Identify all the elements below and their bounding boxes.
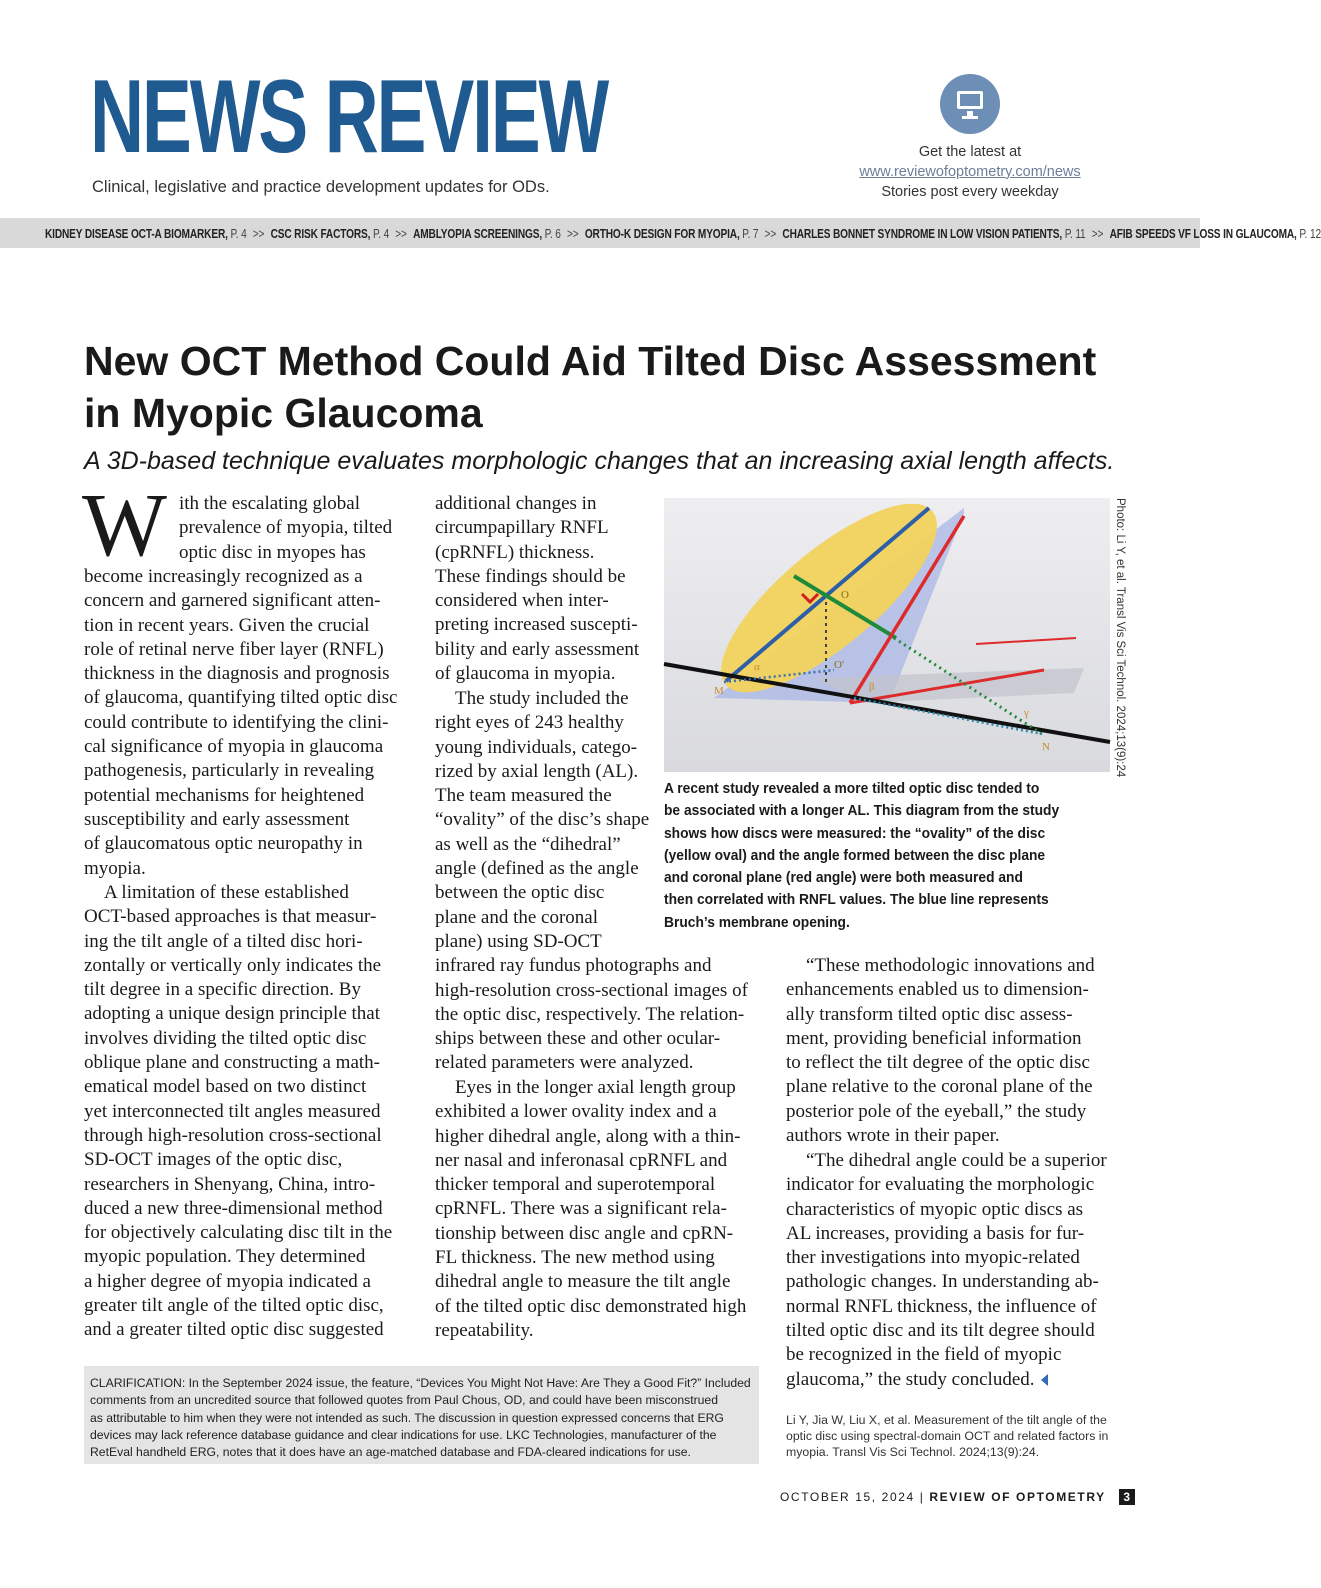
text-line: duced a new three-dimensional method (84, 1197, 383, 1219)
text-line: infrared ray fundus photographs and (435, 955, 712, 977)
contents-separator: >> (567, 226, 579, 241)
text-line: concern and garnered significant atten- (84, 590, 381, 612)
text-line: ner nasal and inferonasal cpRNFL and (435, 1149, 728, 1171)
text-line: Eyes in the longer axial length group (455, 1077, 736, 1098)
text-line: yet interconnected tilt angles measured (84, 1100, 381, 1122)
text-line: then correlated with RNFL values. The blue line represents (664, 891, 1049, 909)
text-line: related parameters were analyzed. (435, 1052, 694, 1074)
text-line: angle (defined as the angle (435, 858, 639, 880)
contents-list (45, 226, 1321, 241)
news-promo (820, 74, 1120, 202)
text-line: normal RNFL thickness, the influence of (786, 1295, 1097, 1317)
label-gamma: γ (1024, 707, 1029, 719)
contents-item[interactable] (782, 226, 1085, 241)
text-line: become increasingly recognized as a (84, 566, 363, 587)
text-line: repeatability. (435, 1319, 534, 1341)
text-line: high-resolution cross-sectional images of (435, 979, 748, 1001)
text-line: tilted optic disc and its tilt degree should (786, 1320, 1095, 1342)
column-3-paragraph-2 (786, 1149, 1107, 1392)
text-line: ships between these and other ocular- (435, 1028, 721, 1050)
text-line: Bruch’s membrane opening. (664, 913, 850, 931)
text-line: of the tilted optic disc demonstrated high (435, 1295, 747, 1317)
label-m: M (714, 685, 724, 697)
contents-strip (0, 218, 1321, 248)
text-line: as attributable to him when they were not intended as such. The discussion in question expressed concerns that ERG (90, 1410, 724, 1425)
text-line: researchers in Shenyang, China, intro- (84, 1173, 376, 1195)
photo-credit: Photo: Li Y, et al. Transl Vis Sci Technol. 2024;13(9):24 (1114, 498, 1126, 778)
text-line: be associated with a longer AL. This diagram from the study (664, 802, 1060, 820)
contents-item[interactable] (45, 226, 247, 241)
text-line: zontally or vertically only indicates the (84, 954, 382, 976)
drop-cap: W (82, 476, 167, 575)
text-line: as well as the “dihedral” (435, 833, 621, 855)
contents-item-label: AMBLYOPIA SCREENINGS, (413, 226, 545, 241)
text-line: FL thickness. The new method using (435, 1247, 715, 1269)
text-line: myopia. Transl Vis Sci Technol. 2024;13(9):24. (786, 1445, 1040, 1459)
text-line: (yellow oval) and the angle formed between the disc plane (664, 846, 1046, 864)
column-2-paragraph-3 (435, 1076, 746, 1343)
label-o: O (841, 589, 849, 601)
text-line: myopic population. They determined (84, 1246, 366, 1268)
text-line: ing the tilt angle of a tilted disc hori- (84, 930, 363, 952)
text-line: plane and the coronal (435, 906, 599, 928)
text-line: A limitation of these established (104, 882, 349, 903)
text-line: thicker temporal and superotemporal (435, 1174, 716, 1196)
page-footer (780, 1489, 1135, 1505)
text-line: A recent study revealed a more tilted optic disc tended to (664, 780, 1040, 797)
contents-item-page: P. 4 (230, 226, 247, 241)
promo-url-link[interactable]: www.reviewofoptometry.com/news (859, 164, 1081, 180)
text-line: shows how discs were measured: the “ovality” of the disc (664, 824, 1046, 842)
text-line: plane relative to the coronal plane of the (786, 1076, 1093, 1098)
diagram-svg (664, 498, 1110, 772)
text-line: ther investigations into myopic-related (786, 1247, 1080, 1269)
text-line: for objectively calculating disc tilt in the (84, 1222, 393, 1244)
text-line: The team measured the (435, 785, 612, 807)
masthead-subtitle: Clinical, legislative and practice development updates for ODs. (92, 178, 550, 196)
headline-line-1: New OCT Method Could Aid Tilted Disc Assessment (84, 338, 1097, 384)
contents-item-label: AFIB SPEEDS VF LOSS IN GLAUCOMA, (1109, 226, 1300, 241)
text-line: ment, providing beneficial information (786, 1027, 1082, 1049)
masthead-title: NEWS REVIEW (90, 59, 608, 175)
text-line: tilt degree in a specific direction. By (84, 979, 361, 1001)
text-line: comments from an uncredited source that followed quotes from Paul Chous, OD, and could have been misconstrued (90, 1393, 718, 1408)
text-line: AL increases, providing a basis for fur- (786, 1222, 1085, 1244)
text-line: thickness in the diagnosis and prognosis (84, 663, 390, 685)
text-line: ally transform tilted optic disc assess- (786, 1003, 1073, 1025)
text-line: Li Y, Jia W, Liu X, et al. Measurement of the tilt angle of the (786, 1413, 1107, 1427)
text-line: potential mechanisms for heightened (84, 784, 365, 806)
monitor-icon (940, 74, 1000, 134)
text-line: RetEval handheld ERG, notes that it does have an age-matched database and FDA-cleared indications for use. (90, 1445, 691, 1460)
text-line: authors wrote in their paper. (786, 1125, 1000, 1147)
text-line: of glaucoma, quantifying tilted optic disc (84, 687, 398, 709)
text-line: ematical model based on two distinct (84, 1076, 367, 1098)
text-line: be recognized in the field of myopic (786, 1344, 1062, 1366)
footer-brand: REVIEW OF OPTOMETRY (929, 1490, 1106, 1504)
text-line: optic disc in myopes has (179, 541, 366, 563)
text-line: posterior pole of the eyeball,” the study (786, 1100, 1087, 1122)
text-line: “The dihedral angle could be a superior (806, 1150, 1107, 1171)
contents-item-label: ORTHO-K DESIGN FOR MYOPIA, (584, 226, 743, 241)
text-line: adopting a unique design principle that (84, 1003, 381, 1025)
article-headline (84, 335, 1144, 439)
contents-item[interactable] (585, 226, 759, 241)
column-1-paragraph-2 (84, 881, 392, 1343)
label-alpha: α (754, 661, 760, 673)
text-line: The study included the (455, 688, 629, 709)
text-line: involves dividing the tilted optic disc (84, 1027, 367, 1049)
contents-separator: >> (252, 226, 265, 241)
column-1-lead (179, 492, 392, 565)
text-line: prevalence of myopia, tilted (179, 517, 393, 539)
text-line: glaucoma,” the study concluded. (786, 1368, 1107, 1392)
clarification-box (84, 1366, 759, 1464)
text-line: right eyes of 243 healthy (435, 712, 624, 734)
text-line: young individuals, catego- (435, 736, 638, 758)
text-line: pathologic changes. In understanding ab- (786, 1271, 1099, 1293)
text-line: of glaucoma in myopia. (435, 663, 616, 685)
contents-item-label: KIDNEY DISEASE OCT-A BIOMARKER, (45, 226, 231, 241)
text-line: OCT-based approaches is that measur- (84, 906, 377, 928)
contents-item[interactable] (1110, 226, 1321, 241)
text-line: “These methodologic innovations and (806, 955, 1095, 976)
contents-item[interactable] (271, 226, 389, 241)
text-line: and a greater tilted optic disc suggested (84, 1319, 384, 1341)
text-line: greater tilt angle of the tilted optic disc, (84, 1295, 384, 1317)
clarification-text (90, 1375, 750, 1461)
reference-citation (786, 1412, 1116, 1460)
text-line: considered when inter- (435, 590, 609, 612)
text-line: CLARIFICATION: In the September 2024 issue, the feature, “Devices You Might Not Have: Are They a Good Fit?” Included (90, 1376, 751, 1390)
contents-item[interactable] (413, 226, 561, 241)
contents-item-page: P. 6 (544, 226, 561, 241)
tilted-disc-diagram (664, 498, 1110, 772)
contents-separator: >> (764, 226, 777, 241)
text-line: devices may lack reference database guidance and clear indications for use. LKC Technologies, manufacturer of the (90, 1427, 717, 1442)
text-line: exhibited a lower ovality index and a (435, 1101, 717, 1123)
promo-line-1: Get the latest at (918, 144, 1022, 160)
text-line: between the optic disc (435, 882, 605, 904)
promo-line-2: Stories post every weekday (881, 184, 1059, 200)
text-line: susceptibility and early assessment (84, 808, 350, 830)
text-line: optic disc using spectral-domain OCT and related factors in (786, 1429, 1109, 1443)
text-line: a higher degree of myopia indicated a (84, 1270, 371, 1292)
text-line: circumpapillary RNFL (435, 517, 609, 539)
text-line: of glaucomatous optic neuropathy in (84, 833, 363, 855)
column-2-paragraph-1 (435, 492, 639, 686)
text-line: indicator for evaluating the morphologic (786, 1174, 1095, 1196)
text-line: additional changes in (435, 493, 597, 514)
end-mark-icon (1041, 1374, 1048, 1386)
text-line: could contribute to identifying the clini- (84, 711, 389, 733)
contents-item-page: P. 11 (1064, 226, 1086, 241)
contents-item-page: P. 12 (1299, 226, 1321, 241)
text-line: higher dihedral angle, along with a thin- (435, 1125, 741, 1147)
contents-separator: >> (395, 226, 407, 241)
text-line: dihedral angle to measure the tilt angle (435, 1271, 731, 1293)
label-beta: β (869, 681, 875, 693)
text-line: characteristics of myopic optic discs as (786, 1198, 1084, 1220)
text-line: plane) using SD-OCT (435, 930, 602, 952)
footer-date: OCTOBER 15, 2024 | (780, 1490, 925, 1504)
text-line: (cpRNFL) thickness. (435, 541, 595, 563)
label-n: N (1042, 741, 1050, 753)
text-line: “ovality” of the disc’s shape (435, 809, 650, 831)
text-line: role of retinal nerve fiber layer (RNFL) (84, 638, 384, 660)
text-line: the optic disc, respectively. The relation- (435, 1003, 745, 1025)
article-deck: A 3D-based technique evaluates morphologic changes that an increasing axial length affects. (84, 447, 1115, 475)
figure-caption (664, 778, 1104, 934)
contents-separator: >> (1091, 226, 1104, 241)
page-number: 3 (1119, 1489, 1135, 1505)
text-line: to reflect the tilt degree of the optic disc (786, 1052, 1090, 1074)
text-line: cal significance of myopia in glaucoma (84, 736, 384, 758)
contents-item-page: P. 7 (742, 226, 759, 241)
text-line: tionship between disc angle and cpRN- (435, 1222, 734, 1244)
text-line: tion in recent years. Given the crucial (84, 614, 370, 636)
headline-line-2: in Myopic Glaucoma (84, 390, 483, 436)
text-line: myopia. (84, 857, 146, 879)
contents-item-label: CHARLES BONNET SYNDROME IN LOW VISION PATIENTS, (782, 226, 1065, 241)
text-line: bility and early assessment (435, 638, 640, 660)
contents-item-label: CSC RISK FACTORS, (270, 226, 373, 241)
text-line: cpRNFL. There was a significant rela- (435, 1198, 727, 1220)
column-3-paragraph-1 (786, 954, 1095, 1148)
contents-item-page: P. 4 (372, 226, 390, 241)
column-1-paragraph-1 (84, 565, 397, 881)
text-line: rized by axial length (AL). (435, 760, 639, 782)
text-line: pathogenesis, particularly in revealing (84, 760, 375, 782)
text-line: ith the escalating global (179, 493, 360, 514)
text-line: through high-resolution cross-sectional (84, 1124, 382, 1146)
text-line: SD-OCT images of the optic disc, (84, 1149, 343, 1171)
label-o-prime: O' (834, 659, 844, 671)
text-line: preting increased suscepti- (435, 614, 638, 636)
text-line: These findings should be (435, 565, 626, 587)
text-line: oblique plane and constructing a math- (84, 1052, 380, 1074)
text-line: and coronal plane (red angle) were both measured and (664, 869, 1023, 887)
text-line: enhancements enabled us to dimension- (786, 979, 1089, 1001)
